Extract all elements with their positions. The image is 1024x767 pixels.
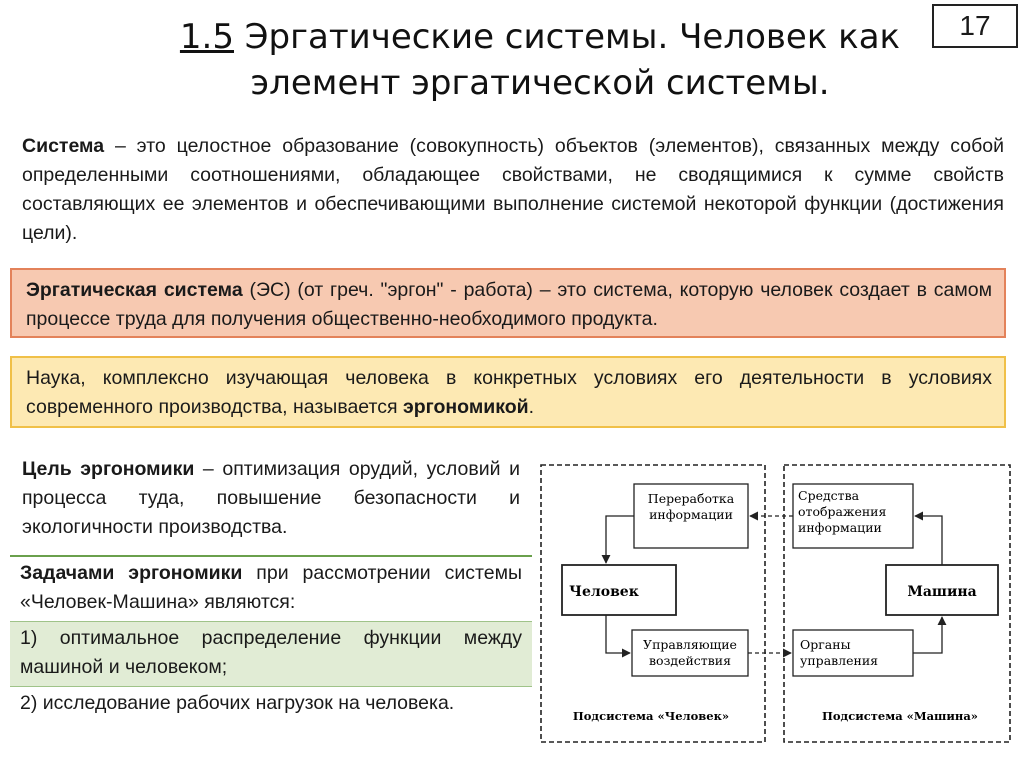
system-definition-text: – это целостное образование (совокупность) объектов (элементов), связанных между собой определенными соотношениями, обладающее свойствами, не сводящимися к сумме свойств составляющих ее элементов и обеспечивающими выполнение системой некоторой функции (достижения цели). <box>22 135 1004 244</box>
machine-label: Машина <box>907 584 977 600</box>
ergatic-definition <box>26 276 992 334</box>
info-processing-label-1: Переработка <box>647 491 735 506</box>
ergonomics-definition-end: . <box>528 396 535 418</box>
tasks-intro <box>10 555 532 621</box>
goal-text: – оптимизация орудий, условий и процесса туда, повышение безопасности и экологичности производства. <box>22 458 520 538</box>
ergatic-definition-box <box>10 268 1006 338</box>
system-definition <box>22 132 1004 248</box>
page-number: 17 <box>932 4 1018 48</box>
human-subsystem-caption: Подсистема «Человек» <box>572 709 730 723</box>
display-means-label-2: отображения <box>798 504 887 519</box>
title-text-1: Эргатические системы. Человек как <box>234 17 901 57</box>
tasks-term: Задачами эргономики <box>20 562 243 584</box>
ergonomics-definition <box>26 364 992 422</box>
control-actions-label-1: Управляющие <box>643 637 737 652</box>
arrow-human-to-control <box>606 615 630 653</box>
arrow-machine-to-display <box>915 516 942 565</box>
ergatic-definition-text: (ЭС) (от греч. "эргон" - работа) – это система, которую человек создает в самом процессе труда для получения общественно-необходимого продукта. <box>26 279 992 330</box>
control-actions-label-2: воздействия <box>649 653 731 668</box>
human-label: Человек <box>569 584 639 600</box>
ergonomics-term: эргономикой <box>402 396 529 418</box>
ergatic-term: Эргатическая система <box>26 279 243 301</box>
display-means-label-1: Средства <box>798 488 860 503</box>
task-item-1: 1) оптимальное распределение функции между машиной и человеком; <box>10 621 532 687</box>
display-means-label-3: информации <box>798 520 882 535</box>
ergonomics-goal <box>22 455 520 542</box>
machine-subsystem-caption: Подсистема «Машина» <box>822 709 978 723</box>
slide-title <box>120 14 960 106</box>
goal-term: Цель эргономики <box>22 458 195 480</box>
system-term: Система <box>22 135 105 157</box>
title-number: 1.5 <box>179 17 234 57</box>
controls-label-2: управления <box>800 653 879 668</box>
ergonomics-definition-text: Наука, комплексно изучающая человека в конкретных условиях его деятельности в условиях современного производства, называется <box>26 367 992 418</box>
arrow-controls-to-machine <box>913 617 942 653</box>
title-line-1 <box>120 14 960 60</box>
title-line-2: элемент эргатической системы. <box>250 63 830 103</box>
controls-label-1: Органы <box>800 637 851 652</box>
ergonomics-tasks <box>10 555 532 722</box>
tasks-intro-text: при рассмотрении системы «Человек-Машина» являются: <box>20 562 523 613</box>
ergonomics-definition-box <box>10 356 1006 428</box>
human-machine-diagram <box>536 462 1014 744</box>
info-processing-label-2: информации <box>649 507 733 522</box>
task-item-2: 2) исследование рабочих нагрузок на человека. <box>20 692 455 714</box>
arrow-info-to-human <box>606 516 634 563</box>
